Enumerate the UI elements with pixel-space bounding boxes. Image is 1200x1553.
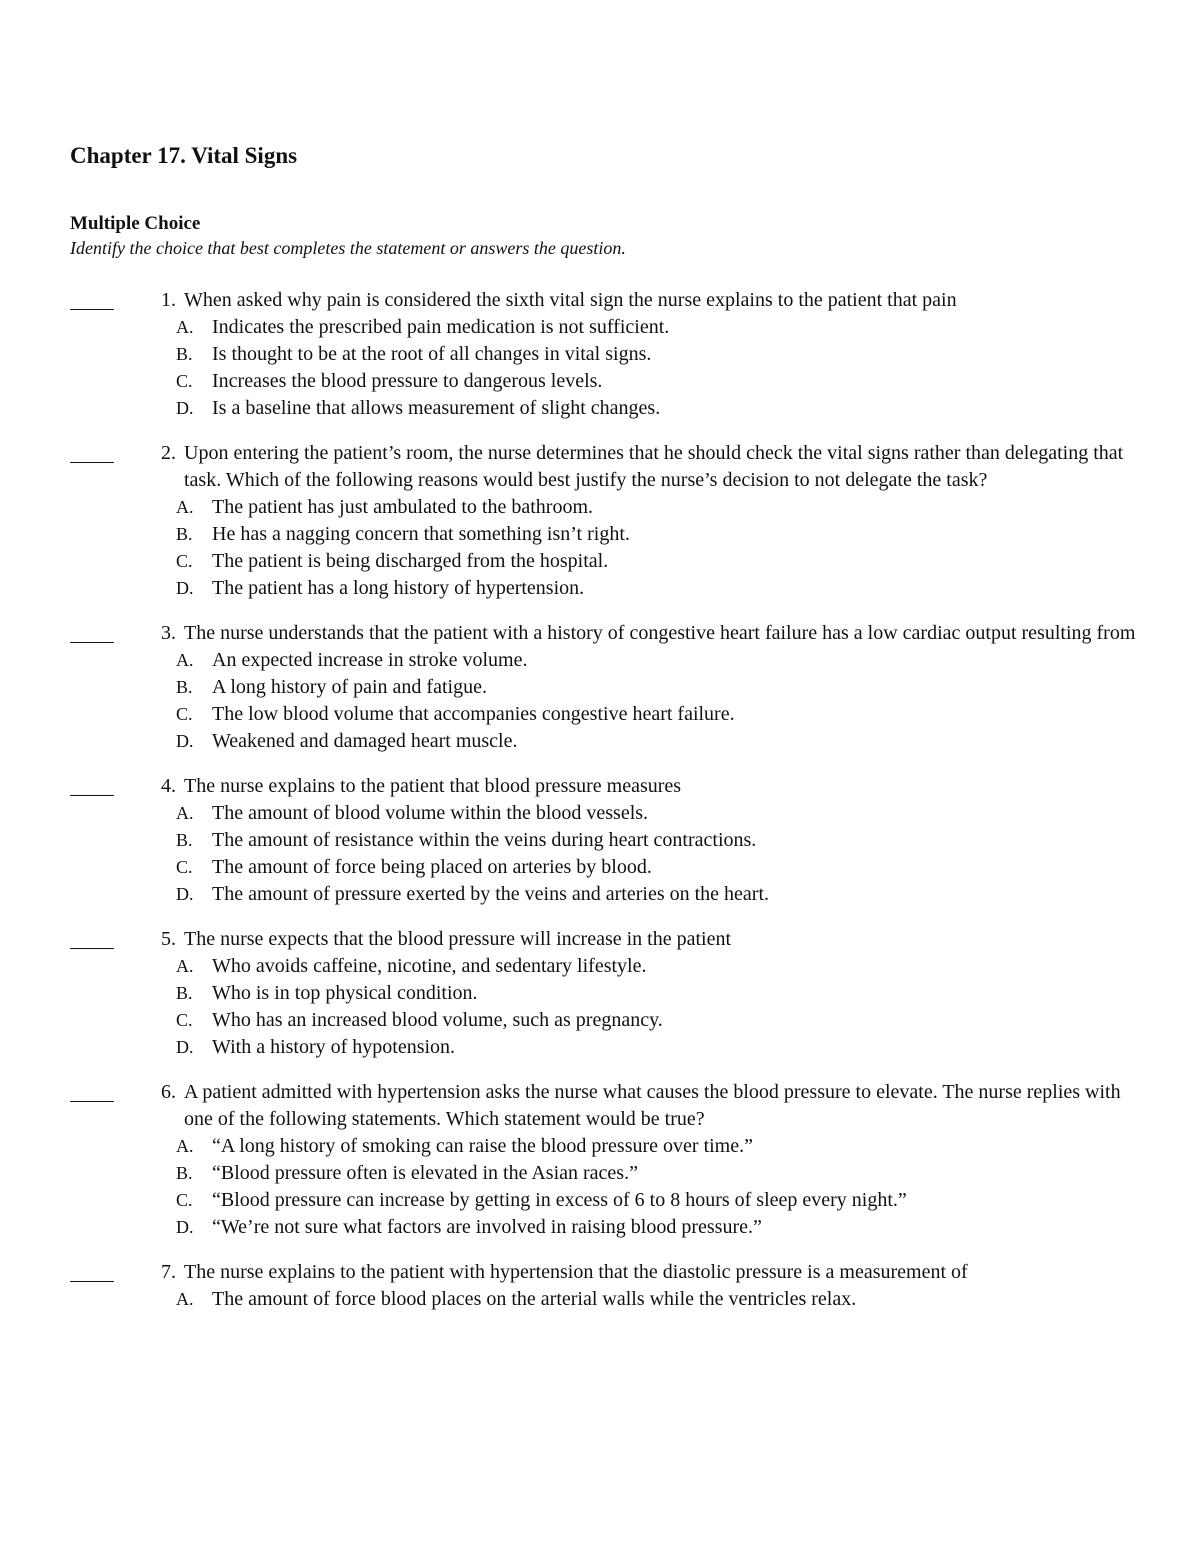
answer-blank[interactable] [70, 1079, 114, 1102]
option-list [176, 953, 1150, 1061]
answer-option[interactable] [176, 548, 1150, 575]
option-text: The low blood volume that accompanies congestive heart failure. [212, 703, 735, 725]
answer-option[interactable] [176, 575, 1150, 602]
option-letter: B. [176, 677, 193, 697]
question-stem: When asked why pain is considered the sixth vital sign the nurse explains to the patient that pain [184, 289, 957, 311]
option-list [176, 1286, 1150, 1313]
answer-option[interactable] [176, 314, 1150, 341]
option-text: The amount of force being placed on arteries by blood. [212, 856, 652, 878]
question-number: 7. [161, 1261, 176, 1283]
answer-blank[interactable] [70, 287, 114, 310]
answer-option[interactable] [176, 1133, 1150, 1160]
option-text: A long history of pain and fatigue. [212, 676, 487, 698]
question-stem: The nurse explains to the patient with hypertension that the diastolic pressure is a measurement of [184, 1261, 968, 1283]
instructions: Identify the choice that best completes the statement or answers the question. [70, 238, 626, 258]
option-letter: C. [176, 371, 193, 391]
answer-blank[interactable] [70, 620, 114, 643]
option-letter: C. [176, 1190, 193, 1210]
option-letter: A. [176, 1136, 194, 1156]
question-2 [70, 440, 1150, 602]
section-heading: Multiple Choice [70, 213, 201, 234]
option-list [176, 647, 1150, 755]
option-letter: D. [176, 398, 194, 418]
answer-option[interactable] [176, 953, 1150, 980]
option-letter: A. [176, 317, 194, 337]
answer-option[interactable] [176, 1034, 1150, 1061]
option-text: Who has an increased blood volume, such as pregnancy. [212, 1009, 663, 1031]
option-letter: D. [176, 731, 194, 751]
option-letter: C. [176, 1010, 193, 1030]
answer-blank[interactable] [70, 1259, 114, 1282]
question-number: 5. [161, 928, 176, 950]
option-letter: D. [176, 1037, 194, 1057]
question-number: 3. [161, 622, 176, 644]
option-list [176, 800, 1150, 908]
question-6 [70, 1079, 1150, 1241]
option-letter: A. [176, 1289, 194, 1309]
answer-blank[interactable] [70, 773, 114, 796]
option-text: The amount of force blood places on the arterial walls while the ventricles relax. [212, 1288, 857, 1310]
option-text: Is a baseline that allows measurement of slight changes. [212, 397, 661, 419]
option-letter: B. [176, 983, 193, 1003]
option-text: Weakened and damaged heart muscle. [212, 730, 518, 752]
answer-option[interactable] [176, 674, 1150, 701]
option-list [176, 1133, 1150, 1241]
answer-option[interactable] [176, 854, 1150, 881]
option-letter: A. [176, 650, 194, 670]
option-letter: B. [176, 1163, 193, 1183]
answer-option[interactable] [176, 980, 1150, 1007]
option-letter: D. [176, 1217, 194, 1237]
answer-option[interactable] [176, 1007, 1150, 1034]
question-list [70, 287, 1150, 1331]
option-letter: B. [176, 830, 193, 850]
question-number: 4. [161, 775, 176, 797]
question-1 [70, 287, 1150, 422]
answer-option[interactable] [176, 1286, 1150, 1313]
option-letter: C. [176, 551, 193, 571]
question-stem: The nurse explains to the patient that blood pressure measures [184, 775, 682, 797]
option-text: Who avoids caffeine, nicotine, and sedentary lifestyle. [212, 955, 647, 977]
option-text: The amount of resistance within the veins during heart contractions. [212, 829, 757, 851]
question-number: 1. [161, 289, 176, 311]
answer-blank[interactable] [70, 440, 114, 463]
option-letter: A. [176, 803, 194, 823]
answer-blank[interactable] [70, 926, 114, 949]
answer-option[interactable] [176, 1160, 1150, 1187]
option-letter: C. [176, 857, 193, 877]
option-text: With a history of hypotension. [212, 1036, 456, 1058]
option-text: “A long history of smoking can raise the blood pressure over time.” [212, 1135, 753, 1157]
question-5 [70, 926, 1150, 1061]
answer-option[interactable] [176, 341, 1150, 368]
question-stem: Upon entering the patient’s room, the nurse determines that he should check the vital signs rather than delegating that task. Which of the following reasons would best justify the nurse’s decision to not delegate the task? [184, 442, 1124, 491]
option-text: “Blood pressure often is elevated in the Asian races.” [212, 1162, 638, 1184]
option-list [176, 314, 1150, 422]
answer-option[interactable] [176, 800, 1150, 827]
question-stem: The nurse expects that the blood pressure will increase in the patient [184, 928, 732, 950]
question-stem: The nurse understands that the patient with a history of congestive heart failure has a low cardiac output resulting from [184, 622, 1136, 644]
answer-option[interactable] [176, 728, 1150, 755]
answer-option[interactable] [176, 881, 1150, 908]
option-text: “Blood pressure can increase by getting in excess of 6 to 8 hours of sleep every night.” [212, 1189, 907, 1211]
question-3 [70, 620, 1150, 755]
option-text: An expected increase in stroke volume. [212, 649, 528, 671]
option-letter: D. [176, 884, 194, 904]
option-letter: C. [176, 704, 193, 724]
option-letter: B. [176, 344, 193, 364]
option-text: The amount of blood volume within the blood vessels. [212, 802, 649, 824]
option-text: The patient has a long history of hypertension. [212, 577, 585, 599]
option-text: Is thought to be at the root of all changes in vital signs. [212, 343, 652, 365]
option-letter: A. [176, 497, 194, 517]
option-text: “We’re not sure what factors are involved in raising blood pressure.” [212, 1216, 762, 1238]
answer-option[interactable] [176, 494, 1150, 521]
answer-option[interactable] [176, 827, 1150, 854]
option-text: He has a nagging concern that something isn’t right. [212, 523, 630, 545]
question-stem: A patient admitted with hypertension asks the nurse what causes the blood pressure to elevate. The nurse replies with one of the following statements. Which statement would be true? [184, 1081, 1121, 1130]
answer-option[interactable] [176, 368, 1150, 395]
option-text: The patient is being discharged from the hospital. [212, 550, 609, 572]
answer-option[interactable] [176, 521, 1150, 548]
option-text: The patient has just ambulated to the bathroom. [212, 496, 594, 518]
option-text: Indicates the prescribed pain medication is not sufficient. [212, 316, 670, 338]
question-number: 6. [161, 1081, 176, 1103]
answer-option[interactable] [176, 1187, 1150, 1214]
question-4 [70, 773, 1150, 908]
question-7 [70, 1259, 1150, 1313]
answer-option[interactable] [176, 1214, 1150, 1241]
answer-option[interactable] [176, 701, 1150, 728]
question-number: 2. [161, 442, 176, 464]
answer-option[interactable] [176, 395, 1150, 422]
chapter-title: Chapter 17. Vital Signs [70, 143, 298, 168]
option-letter: D. [176, 578, 194, 598]
option-letter: A. [176, 956, 194, 976]
option-text: The amount of pressure exerted by the veins and arteries on the heart. [212, 883, 770, 905]
answer-option[interactable] [176, 647, 1150, 674]
option-letter: B. [176, 524, 193, 544]
option-text: Who is in top physical condition. [212, 982, 478, 1004]
option-list [176, 494, 1150, 602]
option-text: Increases the blood pressure to dangerous levels. [212, 370, 603, 392]
